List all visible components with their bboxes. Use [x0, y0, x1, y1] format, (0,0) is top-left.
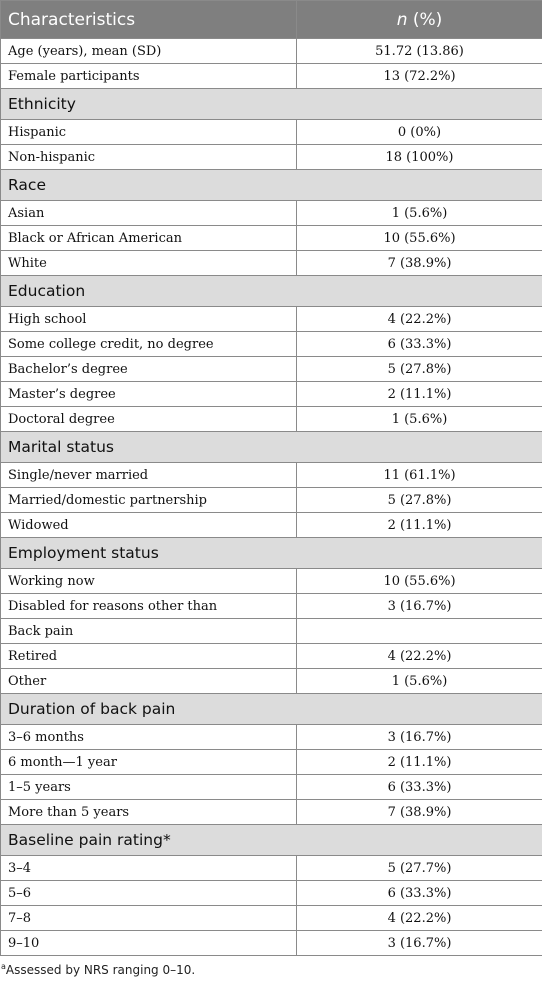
table-row: [1, 775, 542, 800]
table-row: [1, 513, 542, 538]
header-n-percent: [297, 1, 542, 39]
row-label: Doctoral degree: [1, 407, 297, 432]
row-value: 10 (55.6%): [297, 569, 542, 594]
table-row: [1, 569, 542, 594]
row-value: 13 (72.2%): [297, 64, 542, 89]
row-value: 3 (16.7%): [297, 725, 542, 750]
table-row: [1, 382, 542, 407]
row-value: 51.72 (13.86): [297, 39, 542, 64]
row-label: Retired: [1, 644, 297, 669]
section-header-row: [1, 89, 542, 120]
section-label: Ethnicity: [1, 89, 542, 120]
row-value: 6 (33.3%): [297, 332, 542, 357]
row-label: Bachelor’s degree: [1, 357, 297, 382]
row-value: 2 (11.1%): [297, 750, 542, 775]
row-value: 1 (5.6%): [297, 407, 542, 432]
footnote: [1, 962, 195, 977]
table-row: [1, 332, 542, 357]
table-row: [1, 906, 542, 931]
section-header-row: [1, 825, 542, 856]
row-label: Non-hispanic: [1, 145, 297, 170]
row-label: Hispanic: [1, 120, 297, 145]
section-header-row: [1, 538, 542, 569]
row-label: Some college credit, no degree: [1, 332, 297, 357]
section-label: Duration of back pain: [1, 694, 542, 725]
section-header-row: [1, 694, 542, 725]
row-label: Back pain: [1, 619, 297, 644]
table-row: [1, 856, 542, 881]
section-label: Marital status: [1, 432, 542, 463]
table-row: [1, 145, 542, 170]
row-label: More than 5 years: [1, 800, 297, 825]
row-label: 3–4: [1, 856, 297, 881]
row-label: Widowed: [1, 513, 297, 538]
row-value: 6 (33.3%): [297, 775, 542, 800]
row-value: 3 (16.7%): [297, 931, 542, 956]
table-row: [1, 407, 542, 432]
footnote-text: Assessed by NRS ranging 0–10.: [5, 963, 196, 977]
table-row: [1, 251, 542, 276]
table-row: [1, 307, 542, 332]
row-label: Married/domestic partnership: [1, 488, 297, 513]
table-body: [1, 39, 542, 956]
row-value: 6 (33.3%): [297, 881, 542, 906]
row-value: 5 (27.8%): [297, 357, 542, 382]
table-row: [1, 488, 542, 513]
row-label: Disabled for reasons other than: [1, 594, 297, 619]
row-label: White: [1, 251, 297, 276]
table-row: [1, 931, 542, 956]
row-label: 7–8: [1, 906, 297, 931]
table-row: [1, 619, 542, 644]
row-value: 2 (11.1%): [297, 513, 542, 538]
row-value: 1 (5.6%): [297, 201, 542, 226]
row-label: High school: [1, 307, 297, 332]
row-value: 10 (55.6%): [297, 226, 542, 251]
section-label: Education: [1, 276, 542, 307]
row-value: 4 (22.2%): [297, 307, 542, 332]
row-label: Working now: [1, 569, 297, 594]
row-value: 0 (0%): [297, 120, 542, 145]
header-percent: (%): [407, 9, 443, 30]
table-row: [1, 357, 542, 382]
row-value: 3 (16.7%): [297, 594, 542, 619]
row-label: Black or African American: [1, 226, 297, 251]
row-label: 3–6 months: [1, 725, 297, 750]
row-label: 5–6: [1, 881, 297, 906]
table-row: [1, 64, 542, 89]
table-row: [1, 750, 542, 775]
table-row: [1, 463, 542, 488]
table-row: [1, 120, 542, 145]
row-value: 5 (27.8%): [297, 488, 542, 513]
row-value: 5 (27.7%): [297, 856, 542, 881]
row-value: 7 (38.9%): [297, 800, 542, 825]
row-label: 6 month—1 year: [1, 750, 297, 775]
table-row: [1, 594, 542, 619]
row-value: 2 (11.1%): [297, 382, 542, 407]
row-label: Female participants: [1, 64, 297, 89]
footnote-marker: a: [1, 962, 6, 971]
row-label: Single/never married: [1, 463, 297, 488]
section-header-row: [1, 276, 542, 307]
row-value: 4 (22.2%): [297, 906, 542, 931]
table-row: [1, 201, 542, 226]
header-n: n: [396, 9, 408, 30]
table-row: [1, 226, 542, 251]
table-row: [1, 725, 542, 750]
row-label: 1–5 years: [1, 775, 297, 800]
section-label: Baseline pain rating*: [1, 825, 542, 856]
row-value: 4 (22.2%): [297, 644, 542, 669]
row-value: 7 (38.9%): [297, 251, 542, 276]
row-label: 9–10: [1, 931, 297, 956]
row-label: Age (years), mean (SD): [1, 39, 297, 64]
row-value: 1 (5.6%): [297, 669, 542, 694]
row-label: Asian: [1, 201, 297, 226]
table-row: [1, 800, 542, 825]
row-value: [297, 619, 542, 644]
table-row: [1, 669, 542, 694]
section-header-row: [1, 170, 542, 201]
row-label: Master’s degree: [1, 382, 297, 407]
table-row: [1, 881, 542, 906]
table-header-row: [1, 1, 542, 39]
section-label: Employment status: [1, 538, 542, 569]
row-label: Other: [1, 669, 297, 694]
row-value: 11 (61.1%): [297, 463, 542, 488]
table-row: [1, 39, 542, 64]
section-label: Race: [1, 170, 542, 201]
header-characteristics: Characteristics: [1, 1, 297, 39]
section-header-row: [1, 432, 542, 463]
row-value: 18 (100%): [297, 145, 542, 170]
table-row: [1, 644, 542, 669]
